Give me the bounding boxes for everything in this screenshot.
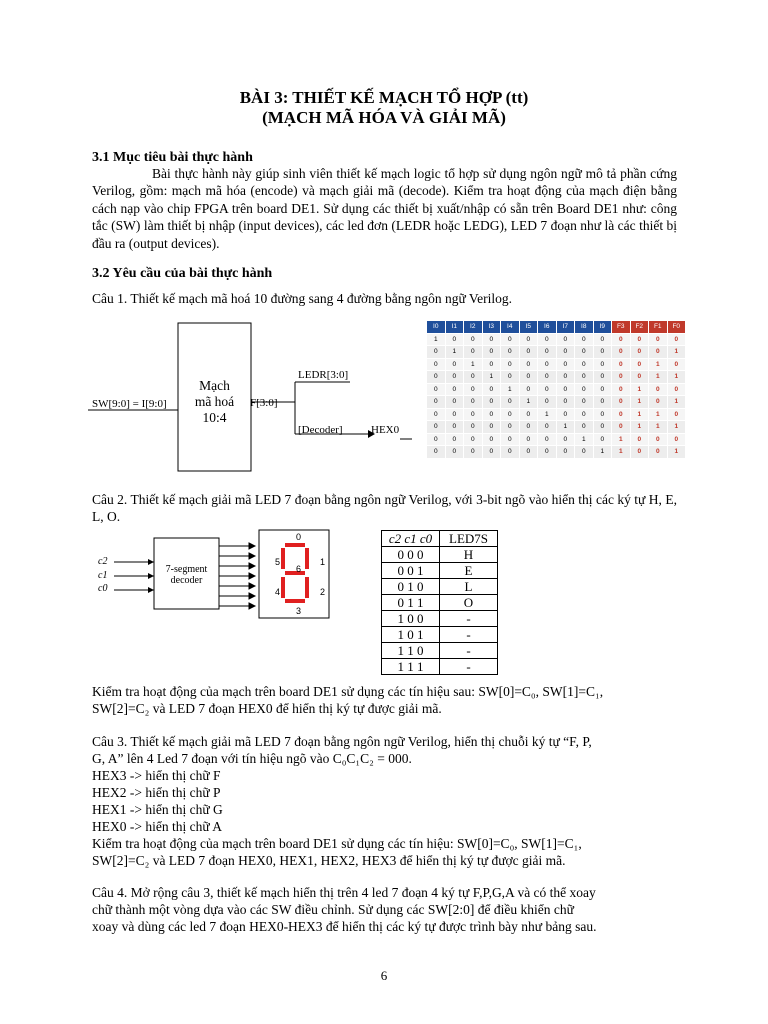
segment-3	[285, 599, 305, 603]
segment-0	[285, 543, 305, 547]
table-cell: 0	[445, 383, 464, 396]
table-cell: 0	[464, 346, 483, 359]
table-cell: 0	[649, 346, 668, 359]
section-3-1-text: Bài thực hành này giúp sinh viên thiết kế mạch logic tổ hợp sử dụng ngôn ngữ mô tả phần cứng Verilog, gồm: mạch mã hóa (encode) và mạch giải mã (decode). Kiểm tra hoạt động của mạch điện bằng cách nạp vào chip FPGA trên board DE1. Sử dụng các thiết bị xuất/nhập có sẵn trên Board DE1 như: công tắc (SW) làm thiết bị nhập (input devices), các led đơn (LEDR hoặc LEDG), LED 7 đoạn như là các thiết bị đầu ra (output devices).	[92, 166, 677, 251]
table-row	[427, 358, 686, 371]
table-cell: 0	[538, 433, 557, 446]
table-cell: 1	[667, 371, 686, 384]
table-cell: -	[440, 627, 498, 643]
table-cell: 0	[538, 371, 557, 384]
q1-text: Câu 1. Thiết kế mạch mã hoá 10 đường sang 4 đường bằng ngôn ngữ Verilog.	[92, 291, 513, 306]
table-cell: 0	[612, 358, 631, 371]
table-row	[427, 333, 686, 346]
table-cell: 0	[593, 371, 612, 384]
table-cell: 0	[501, 333, 520, 346]
table-cell: 0	[519, 433, 538, 446]
encoder-block-label	[178, 378, 251, 426]
table-row	[382, 627, 498, 643]
table-cell: 0	[575, 396, 594, 409]
q3-line-8: SW[2]=C₂ và LED 7 đoạn HEX0, HEX1, HEX2, HEX3 để hiển thị ký tự được giải mã.	[92, 853, 566, 868]
table-cell: 0	[667, 333, 686, 346]
decoder-label-1: 7-segment	[165, 564, 208, 575]
table-cell: 0	[538, 346, 557, 359]
table-cell: 0	[482, 358, 501, 371]
table-cell: 0	[538, 333, 557, 346]
table-cell: 0	[593, 396, 612, 409]
encoder-truth-table	[426, 320, 686, 459]
table-cell: 0	[464, 396, 483, 409]
q3-line-2: G, A” lên 4 Led 7 đoạn với tín hiệu ngõ vào C₀C₁C₂ = 000.	[92, 751, 412, 766]
table-cell: 0	[612, 383, 631, 396]
q2-check-2: SW[2]=C₂ và LED 7 đoạn HEX0 để hiển thị ký tự được giải mã.	[92, 701, 442, 716]
table-cell: 0	[575, 421, 594, 434]
table-cell: 1	[482, 371, 501, 384]
table-cell: 0	[427, 421, 446, 434]
seg-label-4: 4	[275, 587, 281, 597]
table-cell: 0	[427, 396, 446, 409]
table-cell: 0	[464, 433, 483, 446]
table-cell: 0	[501, 371, 520, 384]
table-header-cell: I6	[538, 321, 557, 334]
table-cell: 0	[612, 333, 631, 346]
table-cell: 0	[445, 333, 464, 346]
table-cell: 0	[482, 383, 501, 396]
table-cell: 0	[556, 446, 575, 459]
table-cell: 1	[519, 396, 538, 409]
table-cell: 0	[482, 346, 501, 359]
diagram-input-label: SW[9:0] = I[9:0]	[92, 398, 167, 410]
table-cell: 0	[649, 433, 668, 446]
title-line-2: (MẠCH MÃ HÓA VÀ GIẢI MÃ)	[262, 108, 506, 127]
q3-line-4: HEX2 -> hiển thị chữ P	[92, 785, 221, 800]
table-cell: -	[440, 643, 498, 659]
table-cell: 0	[482, 333, 501, 346]
table-cell: 0	[519, 346, 538, 359]
table-cell: 0	[556, 396, 575, 409]
table-cell: 0	[612, 408, 631, 421]
table-header-cell: I0	[427, 321, 446, 334]
table-cell: L	[440, 579, 498, 595]
table-header-cell: I2	[464, 321, 483, 334]
diagram-hex-label: HEX0	[371, 424, 400, 436]
q2-check-1: Kiểm tra hoạt động của mạch trên board DE1 sử dụng các tín hiệu sau: SW[0]=C₀, SW[1]=C₁,	[92, 684, 604, 699]
table-cell: 0	[556, 358, 575, 371]
table-cell: 0	[482, 421, 501, 434]
table-cell: H	[440, 547, 498, 563]
table-cell: 1	[667, 346, 686, 359]
decoder-block-label	[154, 564, 219, 586]
table-cell: 0	[612, 396, 631, 409]
diagram-decoder-label: [Decoder]	[298, 424, 343, 436]
page-number: 6	[380, 968, 388, 983]
table-cell: 0 0 1	[382, 563, 440, 579]
table-cell: 0	[630, 433, 649, 446]
table-row	[427, 371, 686, 384]
table-cell: 0	[445, 396, 464, 409]
table-cell: 0 0 0	[382, 547, 440, 563]
table-cell: 1	[575, 433, 594, 446]
table-cell: 1	[649, 358, 668, 371]
table-cell: 0	[630, 446, 649, 459]
table-cell: 0	[427, 446, 446, 459]
table-cell: 0	[630, 358, 649, 371]
table-cell: 1	[630, 396, 649, 409]
table-header-cell: I7	[556, 321, 575, 334]
table-row	[427, 383, 686, 396]
table-cell: 0	[427, 358, 446, 371]
table-cell: 1	[612, 433, 631, 446]
seven-segment-display	[281, 543, 309, 603]
table-header-cell: I1	[445, 321, 464, 334]
table-cell: 0	[482, 446, 501, 459]
decoder-label-2: decoder	[170, 575, 203, 586]
table-row	[427, 346, 686, 359]
table-header-cell: c2 c1 c0	[382, 531, 440, 547]
q3-line-7: Kiểm tra hoạt động của mạch trên board DE1 sử dụng các tín hiệu: SW[0]=C₀, SW[1]=C₁,	[92, 836, 582, 851]
led7s-truth-table	[381, 530, 498, 675]
table-cell: 0	[427, 371, 446, 384]
block-label-2: mã hoá	[194, 394, 235, 409]
segment-1	[305, 548, 309, 569]
table-cell: 1	[630, 408, 649, 421]
table-cell: 0	[427, 346, 446, 359]
table-header-cell: I8	[575, 321, 594, 334]
q3-line-3: HEX3 -> hiển thị chữ F	[92, 768, 221, 783]
seg-label-5: 5	[275, 557, 281, 567]
table-cell: 0	[445, 446, 464, 459]
table-cell: 0	[427, 383, 446, 396]
table-cell: 0	[575, 383, 594, 396]
table-cell: 1	[612, 446, 631, 459]
table-cell: 0	[482, 396, 501, 409]
q4-line-2: chữ thành một vòng dựa vào các SW điều chỉnh. Sử dụng các SW[2:0] để điều khiển chữ	[92, 902, 574, 917]
q3-line-5: HEX1 -> hiển thị chữ G	[92, 802, 223, 817]
section-3-2-heading: 3.2 Yêu cầu của bài thực hành	[92, 266, 273, 281]
table-cell: 0	[630, 333, 649, 346]
table-cell: 1	[630, 421, 649, 434]
seg-label-0: 0	[296, 532, 302, 542]
table-cell: 0	[427, 408, 446, 421]
table-cell: 0	[575, 358, 594, 371]
table-cell: 0	[445, 421, 464, 434]
table-cell: O	[440, 595, 498, 611]
table-cell: 1	[649, 421, 668, 434]
table-cell: 0	[427, 433, 446, 446]
table-cell: 1	[667, 396, 686, 409]
q2-text: Câu 2. Thiết kế mạch giải mã LED 7 đoạn bằng ngôn ngữ Verilog, với 3-bit ngõ vào hiển thị các ký tự H, E, L, O.	[92, 492, 677, 525]
table-header-cell: F0	[667, 321, 686, 334]
diagram-ledr-label: LEDR[3:0]	[298, 369, 349, 381]
table-cell: 0	[445, 433, 464, 446]
table-cell: 1 1 0	[382, 643, 440, 659]
table-cell: 0	[519, 446, 538, 459]
table-cell: 0	[464, 333, 483, 346]
table-cell: 0	[649, 446, 668, 459]
block-label-3: 10:4	[202, 410, 227, 425]
table-cell: 0	[464, 421, 483, 434]
table-header-cell: I5	[519, 321, 538, 334]
table-cell: -	[440, 611, 498, 627]
table-cell: 1	[464, 358, 483, 371]
table-cell: 0	[445, 371, 464, 384]
title-line-1: BÀI 3: THIẾT KẾ MẠCH TỔ HỢP (tt)	[239, 88, 529, 107]
seg-label-3: 3	[296, 606, 302, 616]
seg-label-2: 2	[320, 587, 326, 597]
table-cell: 0	[519, 383, 538, 396]
table-cell: 1 0 1	[382, 627, 440, 643]
table-cell: 0	[464, 446, 483, 459]
table-row	[382, 659, 498, 675]
input-c2: c2	[98, 556, 108, 567]
table-header-cell: I3	[482, 321, 501, 334]
table-cell: 0	[575, 408, 594, 421]
table-cell: 1	[556, 421, 575, 434]
table-cell: 1	[667, 421, 686, 434]
table-cell: 0	[593, 433, 612, 446]
table-cell: 0 1 1	[382, 595, 440, 611]
q4-line-3: xoay và dùng các led 7 đoạn HEX0-HEX3 để hiển thị các ký tự được trình bày như bảng sau.	[92, 919, 597, 934]
table-header-cell: I9	[593, 321, 612, 334]
table-cell: 0	[575, 346, 594, 359]
table-header-cell: F1	[649, 321, 668, 334]
table-cell: 0	[501, 396, 520, 409]
table-cell: 0	[519, 421, 538, 434]
table-header-cell: F2	[630, 321, 649, 334]
table-cell: 0	[445, 408, 464, 421]
table-cell: 0	[464, 383, 483, 396]
table-row	[382, 595, 498, 611]
table-cell: 0	[630, 371, 649, 384]
table-cell: 0	[519, 371, 538, 384]
table-cell: 1	[593, 446, 612, 459]
table-cell: 0	[649, 383, 668, 396]
table-cell: 0	[519, 358, 538, 371]
table-cell: 0	[501, 421, 520, 434]
table-cell: 0	[593, 358, 612, 371]
table-cell: 0	[501, 408, 520, 421]
table-cell: 0	[556, 433, 575, 446]
table-cell: 0	[575, 371, 594, 384]
table-cell: 1	[445, 346, 464, 359]
table-cell: E	[440, 563, 498, 579]
table-cell: 0	[538, 421, 557, 434]
table-header-cell: LED7S	[440, 531, 498, 547]
table-cell: 0	[501, 433, 520, 446]
table-cell: 0	[556, 346, 575, 359]
table-cell: 0	[556, 371, 575, 384]
table-cell: 1	[649, 371, 668, 384]
table-row	[382, 643, 498, 659]
table-cell: 0	[612, 421, 631, 434]
table-cell: 0	[667, 383, 686, 396]
table-cell: 0	[519, 333, 538, 346]
table-row	[427, 421, 686, 434]
table-cell: 1 0 0	[382, 611, 440, 627]
table-cell: 0	[593, 421, 612, 434]
q3-line-6: HEX0 -> hiển thị chữ A	[92, 819, 223, 834]
table-header-cell: I4	[501, 321, 520, 334]
diagram-bus-label: F[3:0]	[250, 397, 278, 409]
block-label-1: Mạch	[199, 378, 230, 393]
table-cell: 0	[501, 346, 520, 359]
table-header-row	[427, 321, 686, 334]
table-cell: -	[440, 659, 498, 675]
table-cell: 0	[519, 408, 538, 421]
table-cell: 0	[538, 396, 557, 409]
table-cell: 0	[649, 396, 668, 409]
table-row	[427, 446, 686, 459]
table-cell: 0	[556, 408, 575, 421]
input-c1: c1	[98, 569, 108, 581]
table-row	[427, 408, 686, 421]
table-cell: 0	[667, 433, 686, 446]
table-cell: 0	[593, 383, 612, 396]
table-row	[382, 579, 498, 595]
table-cell: 0	[593, 346, 612, 359]
table-cell: 0	[538, 358, 557, 371]
table-row	[382, 563, 498, 579]
table-cell: 1	[649, 408, 668, 421]
table-cell: 0	[556, 383, 575, 396]
segment-4	[281, 577, 285, 598]
table-cell: 0	[667, 358, 686, 371]
table-cell: 0	[556, 333, 575, 346]
table-cell: 0	[501, 446, 520, 459]
table-cell: 0	[501, 358, 520, 371]
table-cell: 0	[667, 408, 686, 421]
table-row	[382, 611, 498, 627]
table-cell: 0	[593, 333, 612, 346]
seg-label-6: 6	[296, 564, 302, 574]
table-cell: 0	[464, 408, 483, 421]
segment-5	[281, 548, 285, 569]
table-cell: 1 1 1	[382, 659, 440, 675]
segment-6	[285, 571, 305, 575]
input-c0: c0	[98, 583, 108, 594]
table-cell: 0	[538, 383, 557, 396]
table-cell: 0 1 0	[382, 579, 440, 595]
table-cell: 1	[538, 408, 557, 421]
q3-line-1: Câu 3. Thiết kế mạch giải mã LED 7 đoạn bằng ngôn ngữ Verilog, hiển thị chuỗi ký tự “F, P,	[92, 734, 592, 749]
table-cell: 0	[575, 333, 594, 346]
table-cell: 0	[593, 408, 612, 421]
table-cell: 0	[464, 371, 483, 384]
table-cell: 0	[612, 346, 631, 359]
table-cell: 0	[649, 333, 668, 346]
table-row	[427, 396, 686, 409]
table-cell: 0	[445, 358, 464, 371]
table-cell: 1	[501, 383, 520, 396]
decoder-inputs	[98, 555, 107, 596]
table-cell: 1	[630, 383, 649, 396]
q4-line-1: Câu 4. Mở rộng câu 3, thiết kế mạch hiển thị trên 4 led 7 đoạn 4 ký tự F,P,G,A và có thể xoay	[92, 885, 596, 900]
segment-2	[305, 577, 309, 598]
seg-label-1: 1	[320, 557, 326, 567]
table-row	[382, 547, 498, 563]
table-header-row	[382, 531, 498, 547]
table-cell: 0	[482, 408, 501, 421]
table-cell: 0	[630, 346, 649, 359]
table-cell: 0	[575, 446, 594, 459]
table-cell: 0	[612, 371, 631, 384]
table-cell: 0	[482, 433, 501, 446]
section-3-1-heading: 3.1 Mục tiêu bài thực hành	[92, 150, 253, 165]
table-cell: 1	[427, 333, 446, 346]
table-cell: 0	[538, 446, 557, 459]
table-header-cell: F3	[612, 321, 631, 334]
table-row	[427, 433, 686, 446]
table-cell: 1	[667, 446, 686, 459]
